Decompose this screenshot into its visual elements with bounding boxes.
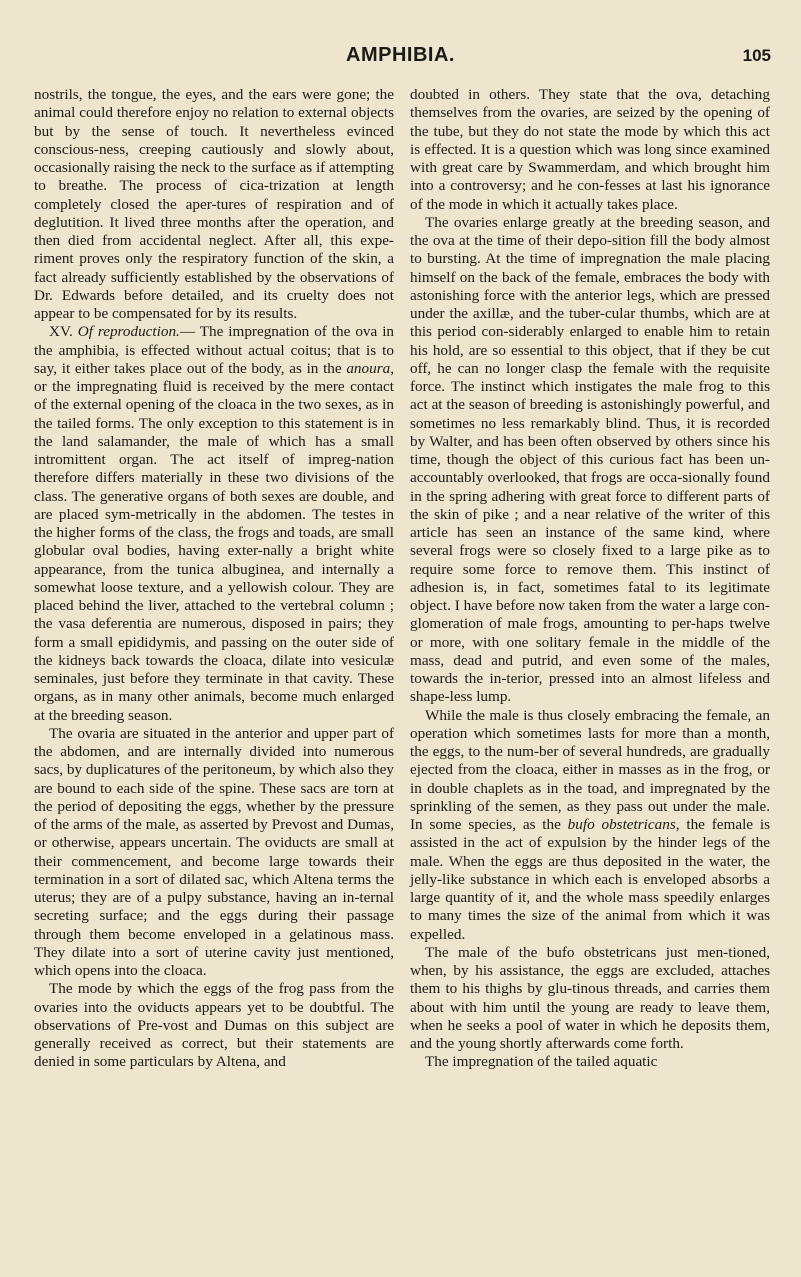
page-title: AMPHIBIA. xyxy=(346,44,455,66)
section-number: XV. xyxy=(49,323,73,341)
paragraph-text: While the male is thus closely embracing the female, an operation which sometimes lasts for more than a month, the eggs, to the num-ber of several hundreds, are gradually ejected from the cloaca, either in masses as in the frog, or in double chaplets as in the toad, and impregnated by the sprinkling of the semen, as they pass out under the male. In some species, as the xyxy=(410,706,770,833)
paragraph: nostrils, the tongue, the eyes, and the ears were gone; the animal could therefore enjoy no relation to external objects but by the sense of touch. It nevertheless evinced conscious-ness, creeping cautiously and slowly about, occasionally raising the neck to the surface as if attempting to breathe. The process of cica-trization at length completely closed the aper-tures of respiration and of deglutition. It lived three months after the operation, and then died from accidental neglect. After all, this expe-riment proves only the respiratory function of the skin, a fact already sufficiently established by the observations of Dr. Edwards before detailed, and its cruelty does not appear to be compensated for by its results. xyxy=(34,86,394,322)
section-heading: Of reproduction. xyxy=(77,323,180,341)
paragraph: The male of the bufo obstetricans just men-tioned, when, by his assistance, the eggs are excluded, attaches them to his thighs by glu-tinous threads, and carries them about with him until the young are ready to leave them, when he seeks a pool of water in which he deposits them, and the young shortly afterwards come forth. xyxy=(410,943,770,1052)
paragraph: The mode by which the eggs of the frog pass from the ovaries into the oviducts appears yet to be doubtful. The observations of Pre-vost and Dumas on this subject are generally received as correct, but their statements are denied in some particulars by Altena, and xyxy=(34,980,394,1071)
paragraph: The ovaria are situated in the anterior and upper part of the abdomen, and are internally divided into numerous sacs, by duplicatures of the peritoneum, by which also they are bound to each side of the spine. These sacs are torn at the period of depositing the eggs, whether by the pressure of the arms of the male, as asserted by Prevost and Dumas, or otherwise, appears uncertain. The oviducts are small at their commencement, and become large towards their termination in a sort of dilated sac, which Altena terms the uterus; they are of a pulpy substance, having an in-ternal secreting surface; and the eggs during their passage through them become enveloped in a gelatinous mass. They dilate into a sort of uterine cavity just mentioned, which opens into the cloaca. xyxy=(34,724,394,979)
running-head xyxy=(0,44,801,70)
section-paragraph xyxy=(34,323,394,725)
paragraph xyxy=(410,707,770,944)
emphasis: anoura xyxy=(346,359,391,377)
paragraph-text: , or the impregnating fluid is received by the mere contact of the external opening of the cloaca in the two sexes, as in the tailed forms. The only exception to this statement is in the land salamander, the male of which has a small intromittent organ. The act itself of impreg-nation therefore differs materially in these two divisions of the class. The generative organs of both sexes are double, and are placed sym-metrically in the abdomen. The testes in the higher forms of the class, the frogs and toads, are small globular oval bodies, having exter-nally a bright white appearance, from the tunica albuginea, and internally a somewhat loose texture, and a yellowish colour. They are placed behind the liver, attached to the vertebral column ; the vasa deferentia are numerous, disposed in pairs; they form a small epididymis, and passing on the outer side of the kidneys back towards the cloaca, dilate into vesiculæ seminales, just before they terminate in that cavity. These organs, as in many other animals, become much enlarged at the breeding season. xyxy=(34,359,394,724)
paragraph-text: , the female is assisted in the act of expulsion by the hinder legs of the male. When the eggs are thus deposited in the water, the jelly-like substance in which each is enveloped absorbs a large quantity of it, and the whole mass speedily enlarges to many times the size of the animal from which it was expelled. xyxy=(410,816,771,943)
right-column xyxy=(410,86,770,1072)
page-number: 105 xyxy=(742,46,771,65)
paragraph: The ovaries enlarge greatly at the breeding season, and the ova at the time of their depo-sition fill the body almost to bursting. At the time of impregnation the male placing himself on the back of the female, embraces the body with astonishing force with the anterior legs, which are pressed under the axillæ, and the tuber-cular thumbs, which are at this period con-siderably enlarged to enable him to retain his hold, are so essential to this object, that if they be cut off, he can no longer clasp the female with the requisite force. The instinct which instigates the male frog to this act at the season of breeding is astonishingly powerful, and sometimes no less remarkably blind. Thus, it is recorded by Walter, and has been often observed by others since his time, though the object of this curious fact has been un-accountably overlooked, that frogs are occa-sionally found in the spring adhering with great force to different parts of the skin of pike ; and a near relative of the writer of this article has seen an instance of the same kind, where several frogs were so closely fixed to a large pike as to require some force to remove them. This instinct of adhesion is, in fact, sometimes fatal to its legitimate object. I have before now taken from the water a large con-glomeration of male frogs, amounting to per-haps twelve or more, with one solitary female in the middle of the mass, dead and putrid, and even some of the males, towards the in-terior, pressed into an almost lifeless and shape-less lump. xyxy=(410,213,770,706)
emphasis: bufo obstetricans xyxy=(567,816,676,833)
paragraph-text: — The impregnation of the ova in the amphibia, is effected without actual coitus; that is to say, it either takes place out of the body, as in the xyxy=(34,323,395,377)
left-column xyxy=(34,86,394,1072)
paragraph: The impregnation of the tailed aquatic xyxy=(425,1053,658,1071)
paragraph: doubted in others. They state that the ova, detaching themselves from the ovaries, are seized by the opening of the tube, but they do not state the mode by which this act is effected. It is a question which was long since examined with great care by Swammerdam, and which brought him into a controversy; and he con-fesses at last his ignorance of the mode in which it actually takes place. xyxy=(410,86,770,213)
